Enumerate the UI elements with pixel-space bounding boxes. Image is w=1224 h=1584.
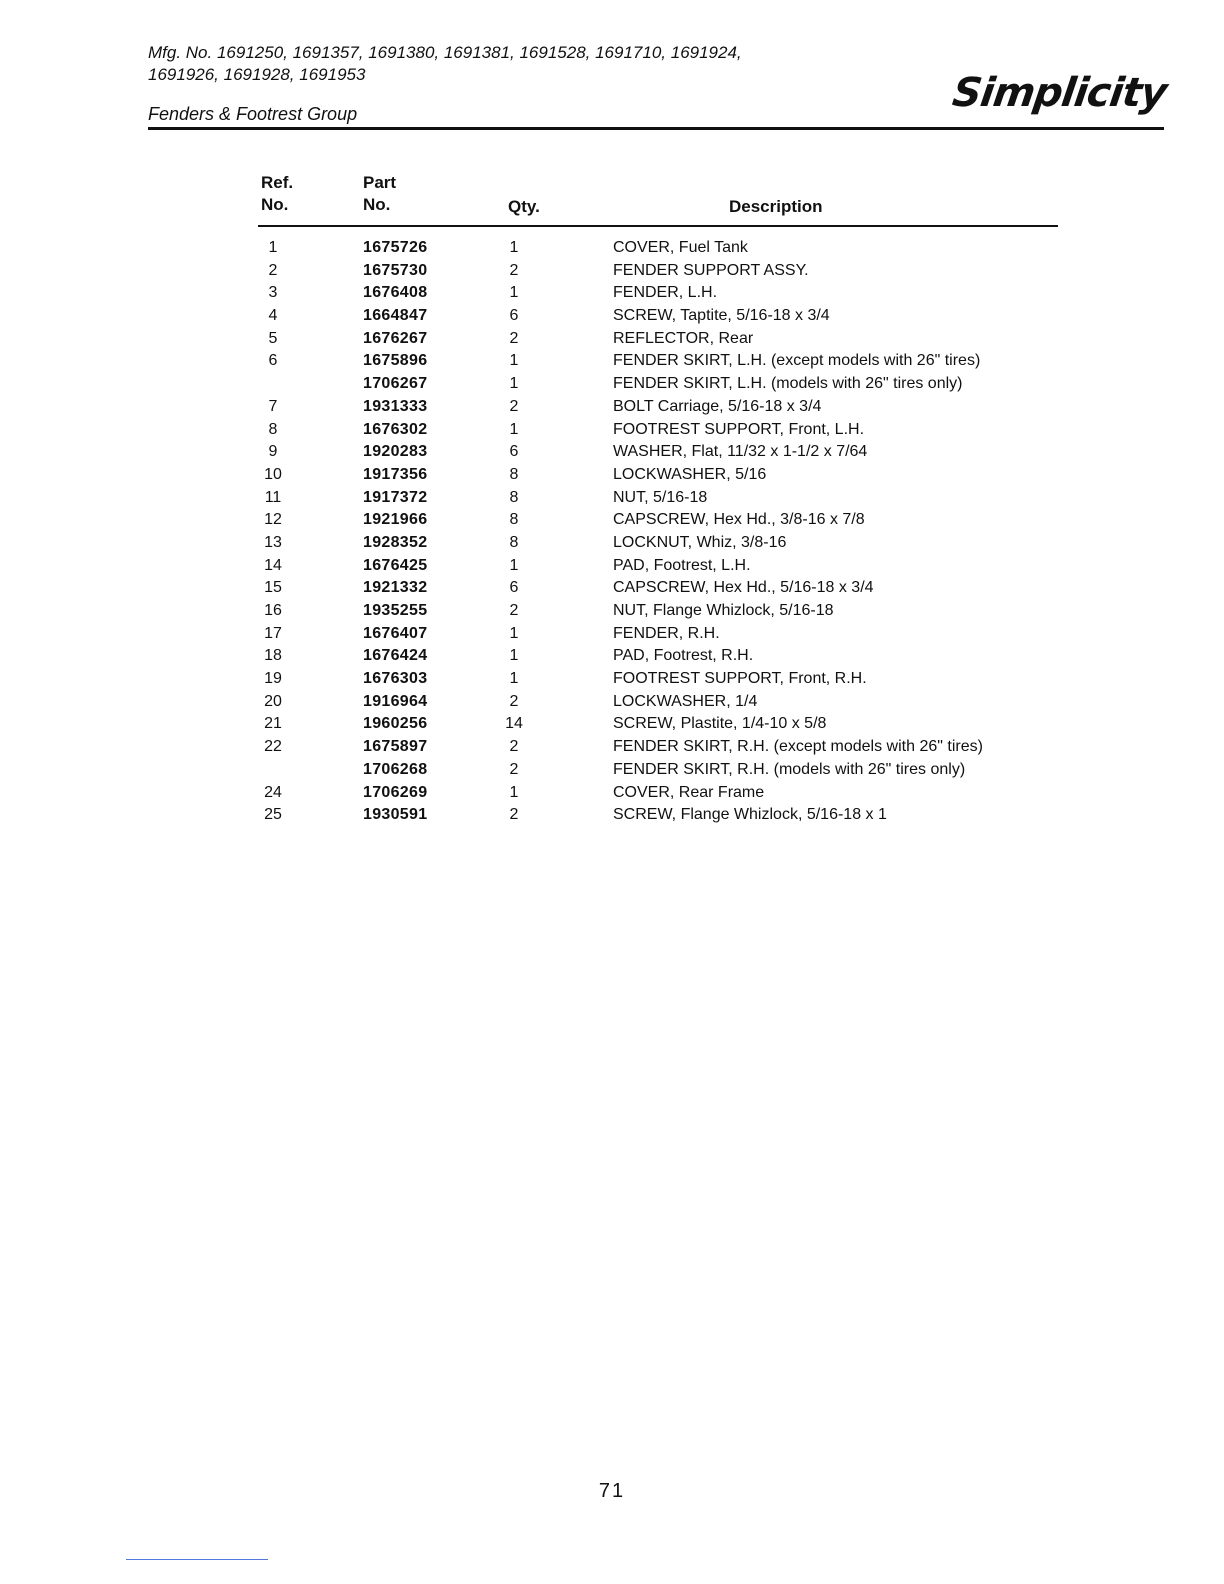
qty-cell: 14 xyxy=(505,715,523,733)
description-cell: FENDER, R.H. xyxy=(613,624,720,642)
ref-no-cell: 16 xyxy=(264,602,282,619)
table-row xyxy=(0,260,1224,283)
brand-logo: Simplicity xyxy=(949,70,1170,116)
table-row xyxy=(0,577,1224,600)
part-no-cell: 1676303 xyxy=(363,670,428,688)
table-row xyxy=(0,373,1224,396)
footer-rule xyxy=(126,1559,268,1560)
part-no-cell: 1706269 xyxy=(363,783,428,801)
model-numbers-line-2: 1691926, 1691928, 1691953 xyxy=(148,65,366,84)
part-no-cell: 1675897 xyxy=(363,738,428,756)
description-cell: FENDER SKIRT, R.H. (models with 26" tires only) xyxy=(613,760,966,778)
part-no-cell: 1935255 xyxy=(363,602,428,619)
ref-no-cell: 7 xyxy=(268,397,278,415)
description-cell: LOCKNUT, Whiz, 3/8-16 xyxy=(613,533,787,551)
ref-no-cell: 2 xyxy=(268,261,278,279)
part-no-cell: 1675726 xyxy=(363,239,428,256)
table-row xyxy=(0,759,1224,782)
column-header-qty: Qty. xyxy=(508,197,540,216)
qty-cell: 1 xyxy=(509,670,519,688)
table-row xyxy=(0,713,1224,736)
column-header-ref-line-1: Ref. xyxy=(261,173,294,192)
qty-cell: 1 xyxy=(509,556,519,574)
qty-cell: 6 xyxy=(509,307,519,325)
description-cell: PAD, Footrest, L.H. xyxy=(613,556,751,574)
ref-no-cell: 24 xyxy=(264,783,282,801)
part-no-cell: 1920283 xyxy=(363,443,428,461)
description-cell: SCREW, Plastite, 1/4-10 x 5/8 xyxy=(613,715,827,733)
ref-no-cell: 3 xyxy=(268,284,278,302)
table-row xyxy=(0,282,1224,305)
table-row xyxy=(0,691,1224,714)
qty-cell: 1 xyxy=(509,420,519,438)
description-cell: SCREW, Flange Whizlock, 5/16-18 x 1 xyxy=(613,806,887,824)
table-row xyxy=(0,464,1224,487)
column-header-part-line-1: Part xyxy=(363,173,397,192)
description-cell: LOCKWASHER, 1/4 xyxy=(613,692,758,710)
header-divider xyxy=(148,127,1164,130)
description-cell: BOLT Carriage, 5/16-18 x 3/4 xyxy=(613,397,822,415)
qty-cell: 1 xyxy=(509,284,519,302)
ref-no-cell: 18 xyxy=(264,647,282,665)
part-no-cell: 1676407 xyxy=(363,624,428,642)
qty-cell: 2 xyxy=(509,261,519,279)
description-cell: CAPSCREW, Hex Hd., 5/16-18 x 3/4 xyxy=(613,579,874,597)
table-row xyxy=(0,736,1224,759)
table-row xyxy=(0,509,1224,532)
part-no-cell: 1676302 xyxy=(363,420,428,438)
table-row xyxy=(0,305,1224,328)
part-no-cell: 1675896 xyxy=(363,352,428,370)
model-numbers xyxy=(148,42,742,86)
parts-table xyxy=(0,237,1224,827)
description-cell: COVER, Rear Frame xyxy=(613,783,765,801)
qty-cell: 1 xyxy=(509,375,519,393)
ref-no-cell: 8 xyxy=(268,420,278,438)
qty-cell: 1 xyxy=(509,239,519,256)
table-row xyxy=(0,419,1224,442)
qty-cell: 2 xyxy=(509,738,519,756)
qty-cell: 8 xyxy=(509,488,519,506)
qty-cell: 1 xyxy=(509,647,519,665)
part-no-cell: 1931333 xyxy=(363,397,428,415)
ref-no-cell: 10 xyxy=(264,465,282,483)
table-row xyxy=(0,804,1224,827)
part-no-cell: 1664847 xyxy=(363,307,428,325)
part-no-cell: 1676425 xyxy=(363,556,428,574)
column-header-description: Description xyxy=(729,197,823,216)
part-no-cell: 1916964 xyxy=(363,692,428,710)
model-numbers-line-1: Mfg. No. 1691250, 1691357, 1691380, 1691381, 1691528, 1691710, 1691924, xyxy=(148,43,742,62)
section-title: Fenders & Footrest Group xyxy=(148,104,358,124)
part-no-cell: 1930591 xyxy=(363,806,428,824)
qty-cell: 8 xyxy=(509,533,519,551)
ref-no-cell: 13 xyxy=(264,533,282,551)
description-cell: FOOTREST SUPPORT, Front, L.H. xyxy=(613,420,865,438)
ref-no-cell: 19 xyxy=(264,670,282,688)
qty-cell: 2 xyxy=(509,806,519,824)
description-cell: PAD, Footrest, R.H. xyxy=(613,647,754,665)
part-no-cell: 1706267 xyxy=(363,375,428,393)
table-row xyxy=(0,555,1224,578)
description-cell: NUT, Flange Whizlock, 5/16-18 xyxy=(613,602,834,619)
part-no-cell: 1675730 xyxy=(363,261,428,279)
column-header-part-line-2: No. xyxy=(363,195,391,214)
description-cell: WASHER, Flat, 11/32 x 1-1/2 x 7/64 xyxy=(613,443,868,461)
table-row xyxy=(0,623,1224,646)
part-no-cell: 1676424 xyxy=(363,647,428,665)
description-cell: FENDER SKIRT, R.H. (except models with 26" tires) xyxy=(613,738,983,756)
table-row xyxy=(0,645,1224,668)
ref-no-cell: 12 xyxy=(264,511,282,529)
qty-cell: 1 xyxy=(509,783,519,801)
ref-no-cell: 9 xyxy=(268,443,278,461)
part-no-cell: 1676408 xyxy=(363,284,428,302)
page-number: 71 xyxy=(598,1480,626,1502)
description-cell: FOOTREST SUPPORT, Front, R.H. xyxy=(613,670,867,688)
table-row xyxy=(0,328,1224,351)
table-row xyxy=(0,350,1224,373)
column-header-ref-no xyxy=(261,172,293,216)
column-header-ref-line-2: No. xyxy=(261,195,289,214)
ref-no-cell: 11 xyxy=(264,488,282,506)
description-cell: CAPSCREW, Hex Hd., 3/8-16 x 7/8 xyxy=(613,511,865,529)
column-header-part-no xyxy=(363,172,396,216)
part-no-cell: 1960256 xyxy=(363,715,428,733)
ref-no-cell: 1 xyxy=(268,239,278,256)
description-cell: SCREW, Taptite, 5/16-18 x 3/4 xyxy=(613,307,830,325)
ref-no-cell: 21 xyxy=(264,715,282,733)
qty-cell: 1 xyxy=(509,352,519,370)
qty-cell: 6 xyxy=(509,579,519,597)
ref-no-cell: 6 xyxy=(268,352,278,370)
part-no-cell: 1917356 xyxy=(363,465,428,483)
qty-cell: 2 xyxy=(509,760,519,778)
table-row xyxy=(0,487,1224,510)
description-cell: FENDER, L.H. xyxy=(613,284,718,302)
ref-no-cell: 17 xyxy=(264,624,282,642)
part-no-cell: 1921966 xyxy=(363,511,428,529)
qty-cell: 6 xyxy=(509,443,519,461)
table-header-divider xyxy=(258,225,1058,227)
part-no-cell: 1676267 xyxy=(363,329,428,347)
description-cell: COVER, Fuel Tank xyxy=(613,239,748,256)
table-row xyxy=(0,668,1224,691)
description-cell: FENDER SKIRT, L.H. (except models with 26" tires) xyxy=(613,352,981,370)
part-no-cell: 1928352 xyxy=(363,533,428,551)
qty-cell: 8 xyxy=(509,465,519,483)
part-no-cell: 1921332 xyxy=(363,579,428,597)
table-row xyxy=(0,396,1224,419)
ref-no-cell: 25 xyxy=(264,806,282,824)
ref-no-cell: 5 xyxy=(268,329,278,347)
table-row xyxy=(0,600,1224,623)
part-no-cell: 1706268 xyxy=(363,760,428,778)
table-row xyxy=(0,782,1224,805)
description-cell: FENDER SKIRT, L.H. (models with 26" tires only) xyxy=(613,375,963,393)
description-cell: LOCKWASHER, 5/16 xyxy=(613,465,767,483)
description-cell: NUT, 5/16-18 xyxy=(613,488,708,506)
ref-no-cell: 15 xyxy=(264,579,282,597)
table-row xyxy=(0,532,1224,555)
qty-cell: 2 xyxy=(509,397,519,415)
qty-cell: 2 xyxy=(509,692,519,710)
ref-no-cell: 4 xyxy=(268,307,278,325)
description-cell: FENDER SUPPORT ASSY. xyxy=(613,261,809,279)
table-row xyxy=(0,237,1224,260)
part-no-cell: 1917372 xyxy=(363,488,428,506)
description-cell: REFLECTOR, Rear xyxy=(613,329,754,347)
ref-no-cell: 14 xyxy=(264,556,282,574)
ref-no-cell: 20 xyxy=(264,692,282,710)
qty-cell: 2 xyxy=(509,602,519,619)
qty-cell: 2 xyxy=(509,329,519,347)
qty-cell: 1 xyxy=(509,624,519,642)
qty-cell: 8 xyxy=(509,511,519,529)
table-row xyxy=(0,441,1224,464)
ref-no-cell: 22 xyxy=(264,738,282,756)
